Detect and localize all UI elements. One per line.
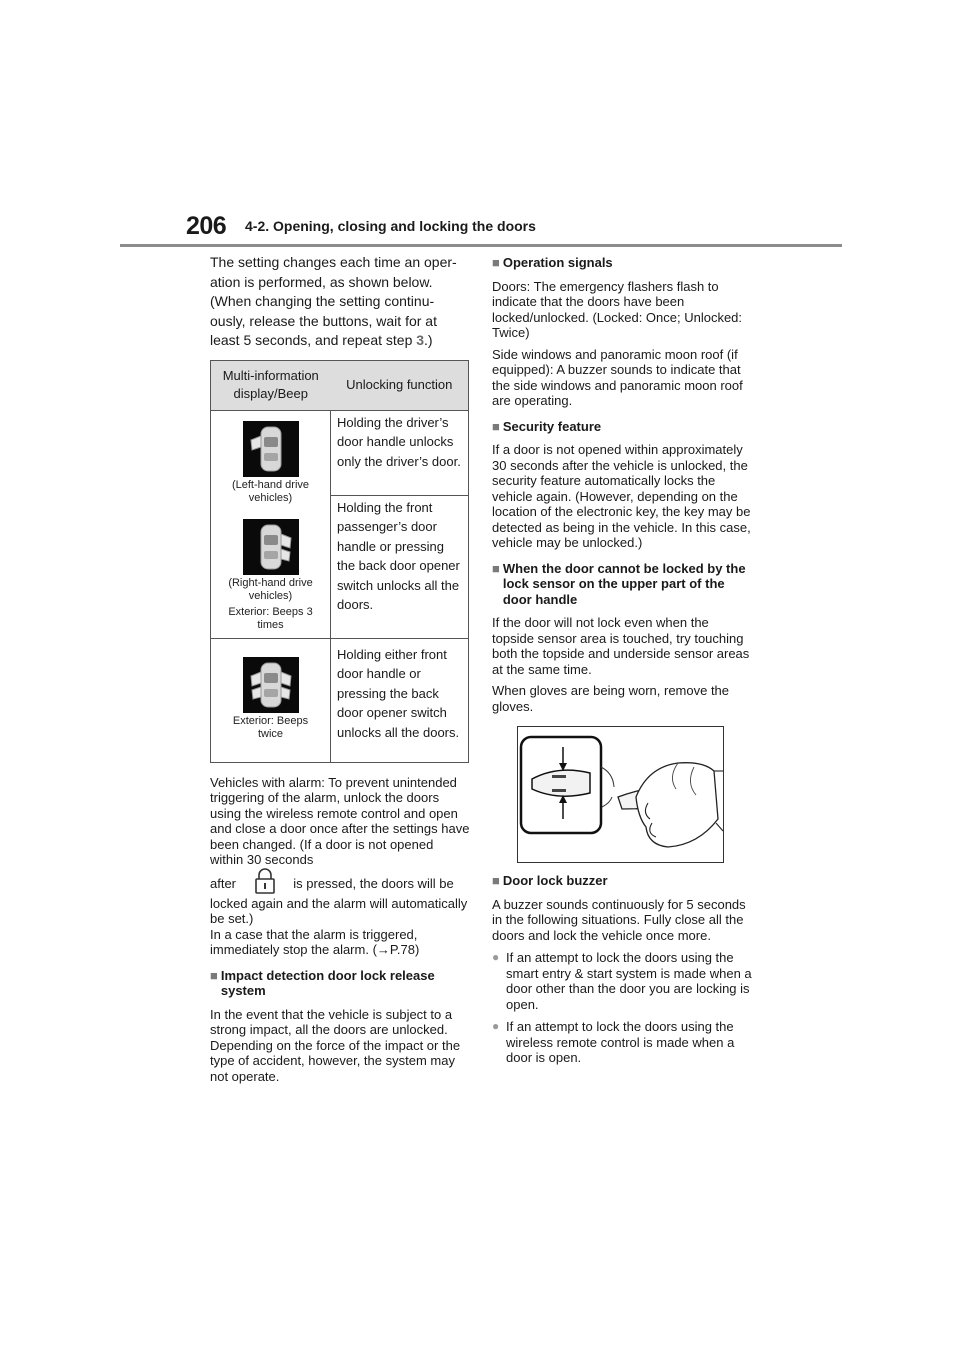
- section-title: 4-2. Opening, closing and locking the doors: [245, 218, 536, 234]
- function-cell: Holding the front passenger’s door handle or pressing the back door opener switch unlocks all the doors.: [331, 495, 469, 638]
- list-item: ● If an attempt to lock the doors using the smart entry & start system is made when a door other than the door you are locking is open.: [492, 950, 752, 1012]
- display-cell: (Left-hand drive vehicles) (Right-hand drive vehicles) Exterior: Beeps 3 times: [211, 410, 331, 638]
- step-reference: 3: [416, 332, 425, 348]
- square-marker-icon: ■: [492, 418, 500, 434]
- lock-sensor-paragraph: If the door will not lock even when the topside sensor area is touched, try touching both the topside and underside sensor areas at the same time.: [492, 615, 750, 677]
- gloves-paragraph: When gloves are being worn, remove the gloves.: [492, 683, 730, 714]
- security-paragraph: If a door is not opened within approximately 30 seconds after the vehicle is unlocked, the security feature automatically locks the vehicle again. (However, depending on the location of the electronic key, the key may be detected as being in the vehicle. In this case, vehicle may be unlocked.): [492, 442, 751, 550]
- door-handle-touch-icon: [518, 727, 724, 863]
- unlocking-function-table: [210, 360, 469, 763]
- table-header-function: Unlocking function: [331, 360, 469, 410]
- impact-heading: ■ Impact detection door lock release system: [210, 967, 435, 998]
- car-driver-door-open-icon: [243, 421, 299, 477]
- table-header-display: Multi-information display/Beep: [211, 360, 331, 410]
- operation-signals-doors: Doors: The emergency flashers flash to indicate that the doors have been locked/unlocked. (Locked: Once; Unlocked: Twice): [492, 278, 743, 340]
- square-marker-icon: ■: [492, 255, 500, 270]
- car-all-doors-open-icon: [243, 657, 299, 713]
- function-cell: Holding either front door handle or pressing the back door opener switch unlocks all the doors.: [331, 638, 469, 762]
- bullet-icon: ●: [492, 1019, 500, 1033]
- square-marker-icon: ■: [492, 873, 500, 888]
- car-passenger-door-open-icon: [243, 519, 299, 575]
- alarm-paragraph: Vehicles with alarm: To prevent unintended triggering of the alarm, unlock the doors using the wireless remote control and open and close a door once after the settings have been changed. (If a door is not opened within 30 seconds: [210, 774, 470, 867]
- impact-paragraph: In the event that the vehicle is subject to a strong impact, all the doors are unlocked. Depending on the force of the impact or the type of accident, however, the system may not operate.: [210, 1006, 461, 1084]
- table-row: [211, 638, 469, 762]
- header-rule: [120, 244, 842, 247]
- alarm-stop-paragraph: In a case that the alarm is triggered, immediately stop the alarm. (→P.78): [210, 926, 420, 957]
- buzzer-paragraph: A buzzer sounds continuously for 5 seconds in the following situations. Fully close all the doors and lock the vehicle once more.: [492, 896, 746, 943]
- bullet-icon: ●: [492, 950, 500, 964]
- lock-sensor-heading: ■ When the door cannot be locked by the lock sensor on the upper part of the door handle: [492, 560, 746, 607]
- operation-signals-windows: Side windows and panoramic moon roof (if equipped): A buzzer sounds to indicate that the side windows and panoramic moon roof are operating.: [492, 346, 743, 408]
- operation-signals-heading: ■ Operation signals: [492, 255, 613, 270]
- buzzer-heading: ■ Door lock buzzer: [492, 873, 608, 888]
- left-column: [210, 253, 470, 1084]
- square-marker-icon: ■: [210, 967, 218, 983]
- function-cell: Holding the driver’s door handle unlocks only the driver’s door.: [331, 410, 469, 495]
- square-marker-icon: ■: [492, 560, 500, 576]
- page-number: 206: [186, 212, 227, 240]
- lock-icon: [240, 872, 290, 896]
- alarm-paragraph-continued: after is pressed, the doors will be locked again and the alarm will automatically be set.): [210, 872, 470, 927]
- door-handle-illustration: [517, 726, 724, 863]
- intro-paragraph: The setting changes each time an oper- ation is performed, as shown below. (When changing the setting continu- ously, release the buttons, wait for at least 5 seconds, and repeat step 3.): [210, 254, 457, 348]
- security-heading: ■ Security feature: [492, 418, 602, 434]
- list-item: ● If an attempt to lock the doors using the wireless remote control is made when a door is open.: [492, 1019, 735, 1065]
- table-row: [211, 410, 469, 495]
- display-cell: Exterior: Beeps twice: [211, 638, 331, 762]
- right-column: [492, 253, 752, 1066]
